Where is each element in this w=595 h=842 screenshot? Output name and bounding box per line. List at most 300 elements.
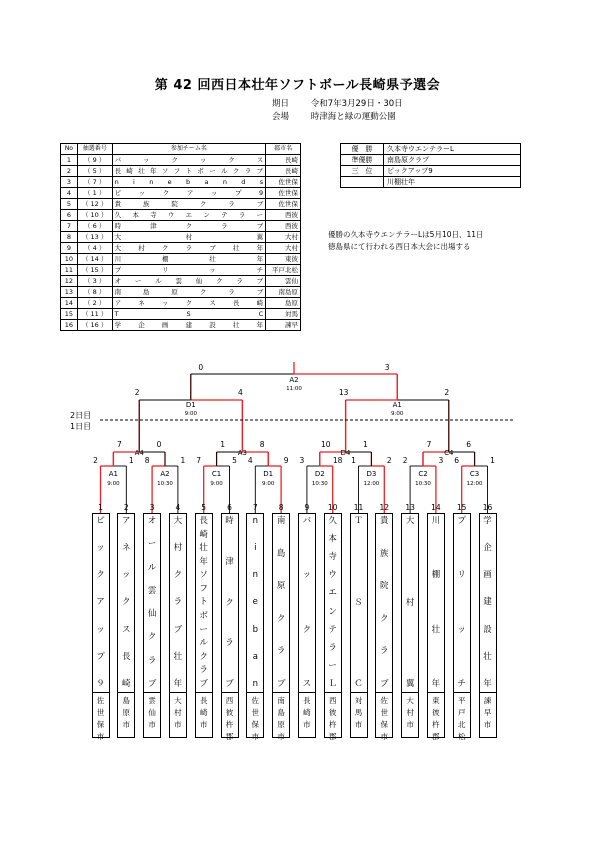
team-city-char: 原 xyxy=(122,708,131,717)
result-label: 優 勝 xyxy=(341,144,384,155)
row-team-char: 翼 xyxy=(256,233,264,241)
team-city-char: 市 xyxy=(199,720,208,729)
row-city: 島原 xyxy=(266,298,301,309)
result-value: 川棚壮年 xyxy=(384,177,521,188)
row-team-char: ー xyxy=(209,167,216,175)
game-score: 7 xyxy=(196,456,202,465)
row-team-char: ク xyxy=(216,277,223,285)
game-time: 10:30 xyxy=(415,481,431,487)
team-city-char: 長 xyxy=(199,696,208,705)
team-city xyxy=(325,692,341,741)
team-name-char: ク xyxy=(147,632,157,643)
team-box xyxy=(143,513,161,738)
team-name-char: n xyxy=(252,516,258,526)
row-team-char: 南 xyxy=(114,288,122,296)
team-name-char: 年 xyxy=(199,556,208,567)
team-city-char: 原 xyxy=(277,720,285,729)
team-city-char: 松 xyxy=(457,732,466,741)
team-city-char: 村 xyxy=(174,708,182,717)
note-line: 徳島県にて行われる西日本大会に出場する xyxy=(328,242,471,251)
team-name-char: 壮 xyxy=(483,651,492,662)
row-team-char: フ xyxy=(173,167,181,175)
game-id: D2 xyxy=(314,470,325,478)
team-name-char: ブ xyxy=(173,624,183,635)
row-team-char: 川 xyxy=(114,255,122,263)
game-score: 4 xyxy=(247,456,253,465)
row-team-char: n xyxy=(222,178,227,186)
team-name-char: 本 xyxy=(328,534,337,545)
game-score: 3 xyxy=(299,456,305,465)
team-name-char: ク xyxy=(225,597,234,608)
team-name-char: 長 xyxy=(199,516,208,526)
row-team-char: 雲 xyxy=(175,277,182,285)
team-name-char: ー xyxy=(147,539,157,550)
row-city: 対馬 xyxy=(266,309,301,320)
row-team-char: ク xyxy=(199,288,207,296)
row-team-char: S xyxy=(186,310,191,318)
team-city-char: 島 xyxy=(122,696,131,705)
row-team-char: 本 xyxy=(132,211,139,219)
team-name-char: 大 xyxy=(173,516,183,526)
row-team-char: ク xyxy=(171,156,178,164)
row-team-char: ル xyxy=(221,167,228,175)
row-team-char: 長 xyxy=(114,167,122,175)
team-name-char: ッ xyxy=(302,570,312,581)
game-score: 3 xyxy=(438,456,444,465)
team-name xyxy=(170,517,186,689)
team-name-char: 棚 xyxy=(431,570,441,581)
row-team-char: 壮 xyxy=(138,167,145,175)
row-city: 佐世保 xyxy=(266,177,301,188)
team-name xyxy=(376,517,392,689)
row-no: 9 xyxy=(61,243,78,254)
team-name xyxy=(299,517,315,689)
result-value: 久本寺ウエンテラーL xyxy=(384,144,521,155)
game-time: 9:00 xyxy=(391,411,404,417)
team-name-char: a xyxy=(252,651,258,662)
game-id: A2 xyxy=(160,470,170,478)
row-no: 6 xyxy=(61,210,78,221)
team-city-char: 保 xyxy=(380,720,389,729)
row-team-char: 族 xyxy=(143,200,150,208)
team-name xyxy=(273,517,289,689)
game-id: D3 xyxy=(366,470,377,478)
team-city-char: 市 xyxy=(354,720,363,729)
team-name-char: 仙 xyxy=(147,609,157,620)
row-team-char: n xyxy=(114,178,119,186)
game-score: 1 xyxy=(128,456,134,465)
game-score: 2 xyxy=(93,456,98,465)
game-score: 2 xyxy=(444,388,450,397)
team-city xyxy=(170,692,186,737)
team-box xyxy=(117,513,135,738)
team-name xyxy=(325,517,341,689)
team-name-char: ア xyxy=(122,516,131,526)
team-name-char: 雲 xyxy=(147,585,157,596)
row-team-char: ス xyxy=(256,156,264,164)
team-name-char: ス xyxy=(122,624,131,635)
team-city-char: 西 xyxy=(328,696,337,705)
row-team-char: ソ xyxy=(161,167,169,175)
team-name-char: 壮 xyxy=(173,651,183,662)
team-city-char: 市 xyxy=(277,732,285,741)
game-score: 6 xyxy=(454,456,460,465)
row-team-char: ー xyxy=(256,211,264,219)
game-id: A3 xyxy=(237,449,248,457)
row-lot: （ 5 ） xyxy=(77,166,112,177)
team-name-char: 久 xyxy=(328,516,337,526)
team-name-char: 建 xyxy=(483,597,492,608)
team-name-char: Ｓ xyxy=(354,597,363,608)
team-city-char: 市 xyxy=(251,732,260,741)
row-city: 大村 xyxy=(266,243,301,254)
date-value: 令和7年3月29日・30日 xyxy=(310,99,403,109)
row-team-char: ブ xyxy=(256,222,264,230)
row-team-char: C xyxy=(258,310,264,318)
row-team-char: ブ xyxy=(256,277,264,285)
row-team-char: 院 xyxy=(171,200,178,208)
team-name-char: b xyxy=(252,624,258,635)
team-city-char: 早 xyxy=(483,708,492,717)
row-lot: （ 4 ） xyxy=(77,243,112,254)
row-team-char: ッ xyxy=(209,266,216,274)
game-score: 3 xyxy=(384,363,390,372)
game-score: 13 xyxy=(338,388,349,397)
team-name-char: ク xyxy=(276,613,286,624)
team-name-char: ブ xyxy=(276,678,286,689)
team-name-char: 津 xyxy=(225,556,234,567)
row-city: 西彼 xyxy=(266,221,301,232)
team-city-char: 市 xyxy=(148,720,156,729)
team-city-char: 郡 xyxy=(225,732,234,741)
team-city xyxy=(299,692,315,737)
team-seed: 9 xyxy=(304,503,310,512)
team-name-char: テ xyxy=(328,624,337,635)
team-box xyxy=(92,513,110,741)
team-name-char: 族 xyxy=(380,548,389,559)
game-time: 12:00 xyxy=(363,481,380,487)
row-city: 諫早 xyxy=(266,320,301,331)
row-no: 4 xyxy=(61,188,78,199)
row-city: 雲仙 xyxy=(266,276,301,287)
team-city-char: 保 xyxy=(251,720,260,729)
team-name-char: フ xyxy=(199,583,208,594)
team-city-char: 崎 xyxy=(303,708,311,717)
row-team-char: 崎 xyxy=(126,167,133,175)
team-city-char: 世 xyxy=(251,708,260,717)
game-id: C2 xyxy=(418,470,428,478)
team-box xyxy=(195,513,213,738)
row-city: 東彼 xyxy=(266,254,301,265)
team-name-char: n xyxy=(252,678,258,689)
row-team-char: 壮 xyxy=(232,244,240,252)
team-name-char: 川 xyxy=(431,516,441,526)
team-name-char: 翼 xyxy=(405,679,415,689)
row-team-char: 津 xyxy=(150,222,157,230)
team-city-char: 市 xyxy=(96,732,105,741)
row-lot: （ 1 ） xyxy=(77,188,112,199)
row-team-char: ピ xyxy=(114,189,122,197)
team-box xyxy=(169,513,187,738)
row-team-char: 島 xyxy=(143,288,150,296)
row-no: 3 xyxy=(61,177,78,188)
team-name-char: ッ xyxy=(96,543,105,554)
team-name-char: ル xyxy=(147,562,157,573)
team-city-char: 保 xyxy=(96,720,105,729)
team-name-char: ブ xyxy=(147,678,157,689)
row-team-char: 年 xyxy=(150,167,157,175)
game-id: C4 xyxy=(444,449,454,457)
team-name-char: 学 xyxy=(483,516,492,526)
team-city xyxy=(273,692,289,741)
team-name-char: ク xyxy=(122,597,131,608)
team-name-char: ク xyxy=(96,570,105,581)
row-team-char: ッ xyxy=(210,189,218,197)
team-name-char: ウ xyxy=(328,570,337,581)
row-team-char: 年 xyxy=(256,244,264,252)
team-city xyxy=(196,692,212,737)
team-city-char: 市 xyxy=(380,732,389,741)
game-id: A1 xyxy=(392,401,402,409)
team-name-char: 院 xyxy=(380,581,389,592)
row-team-char: 大 xyxy=(114,244,122,252)
row-no: 1 xyxy=(61,155,78,166)
game-score: 10 xyxy=(321,440,331,449)
team-city-char: 佐 xyxy=(96,696,105,705)
row-team-char: 年 xyxy=(256,321,264,329)
team-city-char: 市 xyxy=(122,720,131,729)
game-score: 2 xyxy=(386,456,392,465)
game-id: D1 xyxy=(185,401,196,409)
row-team-char: ク xyxy=(162,189,170,197)
team-city-char: 北 xyxy=(457,720,466,729)
note-line: 優勝の久本寺ウエンテラーLは5月10日、11日 xyxy=(328,230,484,239)
team-name-char: 年 xyxy=(431,678,441,689)
team-city-char: 郡 xyxy=(328,732,337,741)
team-city-char: 平 xyxy=(457,696,466,705)
team-name-char: ブ xyxy=(199,678,208,689)
game-time: 9:00 xyxy=(262,481,275,487)
row-team-char: 壮 xyxy=(232,321,240,329)
row-no: 14 xyxy=(61,298,78,309)
team-city-char: 対 xyxy=(354,696,363,705)
team-name-char: ブ xyxy=(225,679,234,689)
row-team-char: s xyxy=(259,178,264,186)
row-team-char: ラ xyxy=(228,288,235,296)
game-time: 9:00 xyxy=(107,481,120,487)
team-city xyxy=(118,692,134,737)
team-name-char: 壮 xyxy=(199,543,208,554)
team-city-char: 彼 xyxy=(432,708,440,717)
row-team-char: 仙 xyxy=(195,277,203,285)
row-team-char: ー xyxy=(134,277,142,285)
row-team-char: テ xyxy=(221,211,228,219)
team-city xyxy=(454,692,470,741)
team-name-char: ソ xyxy=(199,570,208,581)
team-city-char: 郡 xyxy=(432,732,440,741)
row-lot: （ 13 ） xyxy=(77,232,112,243)
row-team-char: ッ xyxy=(161,299,169,307)
team-name xyxy=(222,517,238,689)
team-city xyxy=(93,692,109,741)
game-time: 11:00 xyxy=(286,386,302,392)
row-team-char: ラ xyxy=(221,222,228,230)
row-team-char: 棚 xyxy=(161,255,169,263)
game-id: D4 xyxy=(340,449,351,457)
row-team-char: 学 xyxy=(114,321,122,329)
team-city-char: 彼 xyxy=(328,708,337,717)
team-name-char: 崎 xyxy=(122,678,131,689)
row-team-char: i xyxy=(133,178,135,186)
row-team-char: 大 xyxy=(114,233,122,241)
row-team-char: ネ xyxy=(138,299,145,307)
row-city: 長崎 xyxy=(266,155,301,166)
team-name-char: ボ xyxy=(199,611,208,622)
team-city xyxy=(428,692,444,741)
row-team-char: 長 xyxy=(232,299,240,307)
team-name-char: ン xyxy=(328,606,337,617)
team-city-char: 東 xyxy=(432,696,440,705)
team-name-char: ラ xyxy=(328,642,337,653)
row-no: 7 xyxy=(61,221,78,232)
team-city-char: 諫 xyxy=(483,696,492,705)
row-team-char: オ xyxy=(114,277,122,285)
game-score: 2 xyxy=(402,456,408,465)
row-no: 11 xyxy=(61,265,78,276)
team-city-char: 杵 xyxy=(432,720,440,729)
game-id: A1 xyxy=(108,470,119,478)
team-name-char: 貴 xyxy=(380,516,389,526)
row-team-char: 貴 xyxy=(114,200,122,208)
team-name-char: 大 xyxy=(405,516,415,526)
game-score: 2 xyxy=(134,388,140,397)
row-no: 10 xyxy=(61,254,78,265)
team-name-char: ク xyxy=(173,570,183,581)
team-name-char: ネ xyxy=(122,543,131,554)
row-team-char: ラ xyxy=(236,277,243,285)
team-name-char: ト xyxy=(199,597,208,608)
team-name-char: Ｔ xyxy=(354,516,363,526)
row-lot: （ 6 ） xyxy=(77,221,112,232)
team-name-char: ラ xyxy=(173,597,183,608)
team-name-char: 崎 xyxy=(199,529,208,540)
row-no: 15 xyxy=(61,309,78,320)
row-team-char: ス xyxy=(209,299,216,307)
team-city-char: 崎 xyxy=(199,708,208,717)
team-seed: 4 xyxy=(175,503,181,512)
row-team-char: ッ xyxy=(138,189,146,197)
team-name-char: ッ xyxy=(457,624,466,635)
team-name xyxy=(480,517,496,689)
team-name xyxy=(196,517,212,689)
team-city xyxy=(144,692,160,737)
row-team-char: 壮 xyxy=(209,255,216,263)
game-id: A2 xyxy=(289,376,299,384)
game-score: 18 xyxy=(332,456,343,465)
team-name xyxy=(247,517,263,689)
row-city: 佐世保 xyxy=(266,199,301,210)
team-box xyxy=(221,513,239,741)
team-city xyxy=(480,692,496,737)
team-city-char: 彼 xyxy=(225,708,234,717)
result-label: 準優勝 xyxy=(341,155,384,166)
date-label: 期日 xyxy=(272,99,290,109)
row-team-char: ブ xyxy=(256,288,264,296)
game-id: A4 xyxy=(134,449,144,457)
team-name-char: ッ xyxy=(122,570,131,581)
team-name-char: 設 xyxy=(483,624,492,635)
team-name-char: ブ xyxy=(380,678,389,689)
team-city-char: 杵 xyxy=(328,720,337,729)
team-seed: 11 xyxy=(353,503,364,512)
row-team-char: プ xyxy=(114,266,122,274)
team-name-char: ラ xyxy=(199,665,208,676)
row-team-char: ン xyxy=(203,211,210,219)
col-city: 郡市名 xyxy=(266,144,301,155)
team-city-char: 佐 xyxy=(251,696,260,705)
team-name-char: 時 xyxy=(225,516,234,526)
row-lot: （ 10 ） xyxy=(77,210,112,221)
team-name-char: 長 xyxy=(122,651,131,662)
team-name-char: ラ xyxy=(147,655,157,666)
team-name-char: ク xyxy=(380,613,389,624)
game-score: 7 xyxy=(117,440,122,449)
team-name-char: ク xyxy=(199,651,208,662)
game-score: 9 xyxy=(283,456,289,465)
team-city-char: 世 xyxy=(380,708,389,717)
team-name-char: エ xyxy=(328,588,337,599)
venue-value: 時津海と緑の運動公園 xyxy=(310,112,396,122)
game-time: 12:00 xyxy=(466,481,483,487)
team-name-char: e xyxy=(252,597,258,608)
row-team-char: 建 xyxy=(185,321,193,329)
team-name-char: ラ xyxy=(380,646,389,657)
row-team-char: ク xyxy=(232,167,240,175)
game-score: 7 xyxy=(426,440,432,449)
row-lot: （ 12 ） xyxy=(77,199,112,210)
row-team-char: ッ xyxy=(199,156,207,164)
team-box xyxy=(246,513,264,741)
team-name-char: ル xyxy=(199,638,208,649)
team-name-char: 寺 xyxy=(328,552,337,563)
row-city: 佐世保 xyxy=(266,188,301,199)
team-name-char: ラ xyxy=(225,638,234,649)
team-name xyxy=(428,517,444,689)
row-team-char: n xyxy=(149,178,154,186)
team-name-char: ラ xyxy=(276,646,286,657)
game-score: 5 xyxy=(232,456,237,465)
row-team-char: b xyxy=(186,178,191,186)
team-city-char: 島 xyxy=(277,708,285,717)
row-team-char: ッ xyxy=(143,156,150,164)
game-score: 0 xyxy=(156,440,162,449)
game-time: 10:30 xyxy=(311,481,328,487)
row-no: 12 xyxy=(61,276,78,287)
team-seed: 15 xyxy=(456,503,467,512)
row-team-char: 久 xyxy=(114,211,122,219)
row-team-char: ク xyxy=(228,156,235,164)
game-score: 1 xyxy=(363,440,368,449)
row-city: 西彼 xyxy=(266,210,301,221)
day-label-2: 2日目 xyxy=(70,411,92,420)
team-city-char: 戸 xyxy=(457,708,466,717)
day-label-1: 1日目 xyxy=(70,422,92,431)
row-lot: （ 7 ） xyxy=(77,177,112,188)
row-team-char: 原 xyxy=(171,288,178,296)
game-id: D1 xyxy=(263,470,274,478)
team-name-char: Ｃ xyxy=(354,679,363,689)
team-name xyxy=(351,517,367,689)
